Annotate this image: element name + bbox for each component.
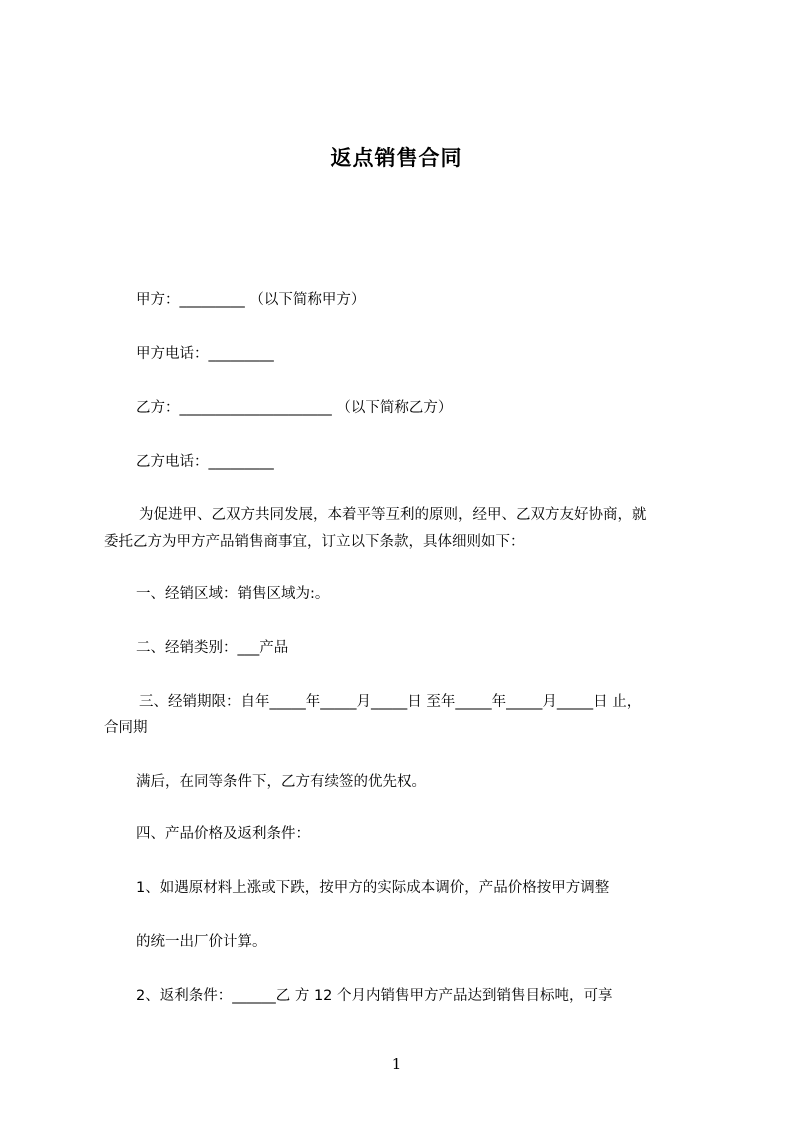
- party-a-line: 甲方：_________ （以下简称甲方）: [136, 292, 366, 308]
- clause-4-item-2-line-1: 2、返利条件：______乙 方 12 个月内销售甲方产品达到销售目标吨，可享: [136, 988, 613, 1004]
- party-a-phone-line: 甲方电话：_________: [136, 346, 274, 362]
- clause-1-region: 一、经销区域：销售区域为:。: [136, 586, 330, 602]
- clause-2-category: 二、经销类别：___产品: [136, 640, 289, 656]
- clause-4-item-1-line-1: 1、如遇原材料上涨或下跌，按甲方的实际成本调价，产品价格按甲方调整: [136, 880, 610, 896]
- party-b-phone-line: 乙方电话：_________: [136, 454, 274, 470]
- clause-3-term-line-2: 合同期: [104, 720, 148, 736]
- party-b-line: 乙方：_____________________ （以下简称乙方）: [136, 400, 453, 416]
- clause-3-term-line-1: 三、经销期限：自年_____年_____月_____日 至年_____年_____月_____日 止，: [139, 694, 642, 710]
- intro-paragraph-line-1: 为促进甲、乙双方共同发展，本着平等互利的原则，经甲、乙双方友好协商，就: [139, 507, 647, 523]
- clause-4-item-1-line-2: 的统一出厂价计算。: [136, 934, 267, 950]
- page-title: 返点销售合同: [330, 146, 463, 170]
- intro-paragraph-line-2: 委托乙方为甲方产品销售商事宜，订立以下条款，具体细则如下：: [104, 534, 525, 550]
- clause-4-heading: 四、产品价格及返利条件：: [136, 826, 310, 842]
- renewal-line: 满后，在同等条件下，乙方有续签的优先权。: [136, 774, 426, 790]
- page-number: 1: [391, 1055, 402, 1073]
